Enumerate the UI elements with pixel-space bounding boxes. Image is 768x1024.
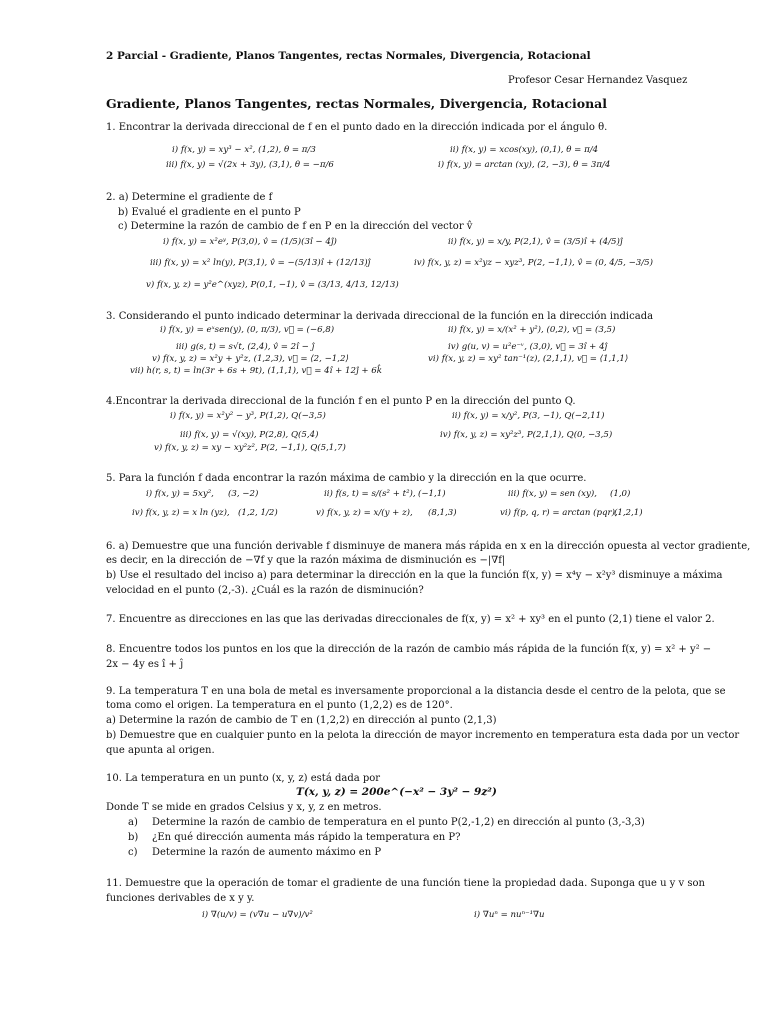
problem-1-item: i) f(x, y) = arctan (xy), (2, −3), θ = 3π/4 bbox=[438, 160, 611, 170]
problem-4-item: iv) f(x, y, z) = xy²z³, P(2,1,1), Q(0, −3,5) bbox=[440, 430, 613, 440]
problem-2-item: iii) f(x, y) = x² ln(y), P(3,1), v̂ = −(5/13)î + (12/13)ĵ bbox=[150, 258, 371, 268]
problem-1-item: iii) f(x, y) = √(2x + 3y), (3,1), θ = −π/6 bbox=[166, 160, 334, 170]
problem-9-line: toma como el origen. La temperatura en el punto (1,2,2) es de 120°. bbox=[106, 700, 453, 711]
problem-11-item: i) ∇(u/v) = (v∇u − u∇v)/v² bbox=[202, 910, 313, 920]
problem-2-item: v) f(x, y, z) = y²e^(xyz), P(0,1, −1), v̂ = (3/13, 4/13, 12/13) bbox=[146, 280, 399, 290]
problem-5-point: (−1,1) bbox=[418, 489, 446, 499]
problem-11-line: 11. Demuestre que la operación de tomar el gradiente de una función tiene la propiedad dada. Suponga que u y v son bbox=[106, 878, 705, 889]
problem-2-item: ii) f(x, y) = x/y, P(2,1), v̂ = (3/5)î + (4/5)ĵ bbox=[448, 237, 623, 247]
problem-1-stem: 1. Encontrar la derivada direccional de f en el punto dado en la dirección indicada por el ángulo θ. bbox=[106, 122, 608, 133]
problem-5-item: vi) f(p, q, r) = arctan (pqr), bbox=[500, 508, 618, 518]
problem-5-stem: 5. Para la función f dada encontrar la razón máxima de cambio y la dirección en la que ocurre. bbox=[106, 473, 587, 484]
problem-1-item: i) f(x, y) = xy³ − x², (1,2), θ = π/3 bbox=[172, 145, 316, 155]
problem-9-line: 9. La temperatura T en una bola de metal es inversamente proporcional a la distancia desde el centro de la pelota, que se bbox=[106, 686, 726, 697]
problem-3-item: iii) g(s, t) = s√t, (2,4), v̂ = 2î − ĵ bbox=[176, 342, 315, 352]
problem-3-item: v) f(x, y, z) = x²y + y²z, (1,2,3), v⃗ = ⟨2, −1,2⟩ bbox=[152, 354, 349, 364]
problem-5-item: ii) f(s, t) = s/(s² + t²), bbox=[324, 489, 416, 499]
problem-6-line: velocidad en el punto (2,-3). ¿Cuál es la razón de disminución? bbox=[106, 585, 424, 596]
problem-2-line: 2. a) Determine el gradiente de f bbox=[106, 192, 273, 203]
problem-9-line: a) Determine la razón de cambio de T en (1,2,2) en dirección al punto (2,1,3) bbox=[106, 715, 497, 726]
problem-5-item: iv) f(x, y, z) = x ln (yz), bbox=[132, 508, 230, 518]
problem-3-stem: 3. Considerando el punto indicado determinar la derivada direccional de la función en la dirección indicada bbox=[106, 311, 654, 322]
temperature-formula: T(x, y, z) = 200e^(−x² − 3y² − 9z²) bbox=[296, 786, 497, 798]
problem-2-item: i) f(x, y) = x²eʸ, P(3,0), v̂ = (1/5)(3î − 4ĵ) bbox=[163, 237, 337, 247]
problem-6-line: es decir, en la dirección de −∇f y que la razón máxima de disminución es −|∇f| bbox=[106, 555, 506, 566]
problem-5-point: (3, −2) bbox=[228, 489, 259, 499]
problem-3-item: iv) g(u, v) = u²e⁻ᵛ, (3,0), v⃗ = 3î + 4ĵ bbox=[448, 342, 608, 352]
problem-4-item: ii) f(x, y) = x/y², P(3, −1), Q(−2,11) bbox=[452, 411, 605, 421]
problem-10-part-label: b) bbox=[128, 832, 139, 843]
problem-10-part-text: Determine la razón de aumento máximo en P bbox=[152, 847, 382, 858]
problem-7-stem: 7. Encuentre as direcciones en las que las derivadas direccionales de f(x, y) = x² + xy³ en el punto (2,1) tiene el valor 2. bbox=[106, 614, 715, 625]
problem-9-line: que apunta al origen. bbox=[106, 745, 215, 756]
problem-5-point: (1,2,1) bbox=[614, 508, 643, 518]
problem-4-item: iii) f(x, y) = √(xy), P(2,8), Q(5,4) bbox=[180, 430, 319, 440]
problem-4-item: v) f(x, y, z) = xy − xy²z², P(2, −1,1), Q(5,1,7) bbox=[154, 443, 346, 453]
problem-5-point: (1,0) bbox=[610, 489, 631, 499]
problem-3-item: i) f(x, y) = eˣsen(y), (0, π/3), v⃗ = (−6,8) bbox=[160, 325, 335, 335]
problem-4-stem: 4.Encontrar la derivada direccional de la función f en el punto P en la dirección del punto Q. bbox=[106, 396, 576, 407]
problem-6-line: 6. a) Demuestre que una función derivable f disminuye de manera más rápida en x en la dirección opuesta al vector gradiente, bbox=[106, 541, 751, 552]
problem-10-part-label: a) bbox=[128, 817, 138, 828]
problem-9-line: b) Demuestre que en cualquier punto en la pelota la dirección de mayor incremento en temperatura esta dada por un vector bbox=[106, 730, 740, 741]
problem-10-part-label: c) bbox=[128, 847, 138, 858]
problem-2-line: c) Determine la razón de cambio de f en P en la dirección del vector v̂ bbox=[118, 221, 473, 232]
page-title: Gradiente, Planos Tangentes, rectas Normales, Divergencia, Rotacional bbox=[106, 96, 608, 111]
problem-2-line: b) Evalué el gradiente en el punto P bbox=[118, 207, 301, 218]
problem-8-line: 2x − 4y es î + ĵ bbox=[106, 659, 184, 670]
problem-4-item: i) f(x, y) = x²y² − y³, P(1,2), Q(−3,5) bbox=[170, 411, 326, 421]
course-header: 2 Parcial - Gradiente, Planos Tangentes, rectas Normales, Divergencia, Rotacional bbox=[106, 50, 591, 62]
problem-10-part-text: ¿En qué dirección aumenta más rápido la temperatura en P? bbox=[152, 832, 461, 843]
problem-5-item: v) f(x, y, z) = x/(y + z), bbox=[316, 508, 413, 518]
problem-3-item: vii) h(r, s, t) = ln(3r + 6s + 9t), (1,1,1), v⃗ = 4î + 12ĵ + 6k̂ bbox=[130, 366, 382, 376]
problem-3-item: ii) f(x, y) = x/(x² + y²), (0,2), v⃗ = (3,5) bbox=[448, 325, 616, 335]
problem-6-line: b) Use el resultado del inciso a) para determinar la dirección en la que la función f(x, y) = x⁴y − x²y³ disminuye a máxima bbox=[106, 570, 723, 581]
problem-8-line: 8. Encuentre todos los puntos en los que la dirección de la razón de cambio más rápida de la función f(x, y) = x² + y² − bbox=[106, 644, 712, 655]
problem-2-item: iv) f(x, y, z) = x²yz − xyz³, P(2, −1,1), v̂ = (0, 4/5, −3/5) bbox=[414, 258, 653, 268]
problem-5-point: (8,1,3) bbox=[428, 508, 457, 518]
problem-11-line: funciones derivables de x y y. bbox=[106, 893, 255, 904]
problem-5-point: (1,2, 1/2) bbox=[238, 508, 278, 518]
problem-3-item: vi) f(x, y, z) = xy² tan⁻¹(z), (2,1,1), v⃗ = ⟨1,1,1⟩ bbox=[428, 354, 629, 364]
problem-5-item: iii) f(x, y) = sen (xy), bbox=[508, 489, 597, 499]
problem-10-note: Donde T se mide en grados Celsius y x, y, z en metros. bbox=[106, 802, 382, 813]
problem-11-item: i) ∇uⁿ = nuⁿ⁻¹∇u bbox=[474, 910, 545, 920]
problem-5-item: i) f(x, y) = 5xy², bbox=[146, 489, 214, 499]
problem-10-part-text: Determine la razón de cambio de temperatura en el punto P(2,-1,2) en dirección al punto (3,-3,3) bbox=[152, 817, 645, 828]
professor-name: Profesor Cesar Hernandez Vasquez bbox=[508, 75, 688, 86]
problem-10-stem: 10. La temperatura en un punto (x, y, z) está dada por bbox=[106, 773, 381, 784]
problem-1-item: ii) f(x, y) = xcos(xy), (0,1), θ = π/4 bbox=[450, 145, 599, 155]
